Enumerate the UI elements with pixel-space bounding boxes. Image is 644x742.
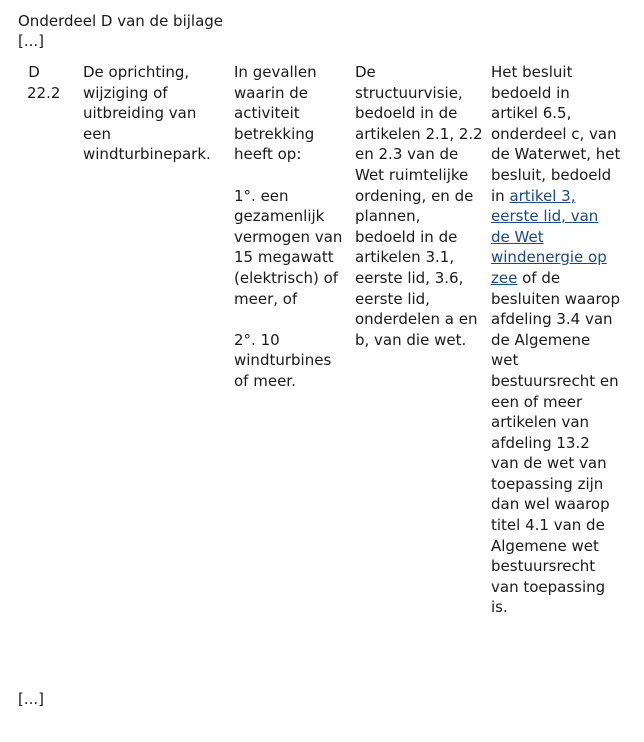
activity-cell: De oprichting, wijziging of uitbreiding van een windturbinepark. [83, 63, 211, 164]
plans-cell: De structuurvisie, bedoeld in de artikelen 2.1, 2.2 en 2.3 van de Wet ruimtelijke ordening, en de plannen, bedoeld in de artikelen 3.1, eerste lid, 3.6, eerste lid, onderdelen a en b, van die wet. [355, 63, 483, 349]
omission-marker-top: [...] [18, 32, 45, 50]
section-heading: Onderdeel D van de bijlage [18, 12, 224, 30]
wet-windenergie-link[interactable]: artikel 3, eerste lid, van de Wet windenergie op zee [491, 186, 607, 287]
case-item-1: 1°. een gezamenlijk vermogen van 15 megawatt (elektrisch) of meer, of [234, 186, 343, 308]
cases-intro: In gevallen waarin de activiteit betrekking heeft op: [234, 63, 317, 164]
category-code-letter: D [28, 63, 40, 81]
case-item-2: 2°. 10 windturbines of meer. [234, 330, 332, 390]
category-code-number: 22.2 [27, 83, 61, 102]
decisions-cell [491, 62, 621, 618]
decisions-text-before: Het besluit bedoeld in artikel 6.5, onderdeel c, van de Waterwet, het besluit, bedoeld in [491, 63, 621, 205]
cases-cell [234, 62, 349, 392]
omission-marker-bottom: [...] [18, 690, 45, 708]
decisions-text-after: of de besluiten waarop afdeling 3.4 van de Algemene wet bestuursrecht en een of meer artikelen van afdeling 13.2 van de wet van toepassing zijn dan wel waarop titel 4.1 van de Algemene wet bestuursrecht van toepassing is. [491, 268, 620, 617]
category-code-cell [27, 62, 72, 103]
